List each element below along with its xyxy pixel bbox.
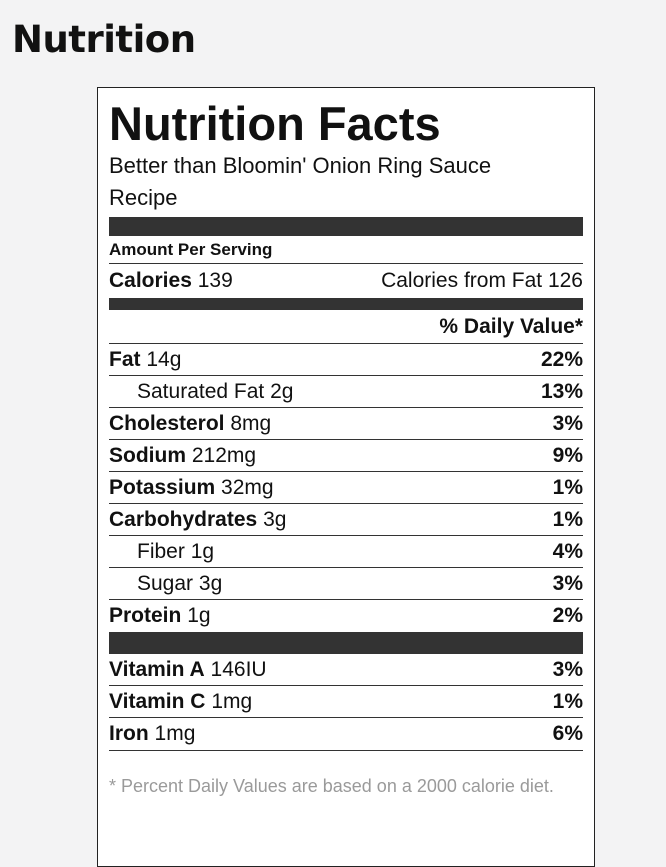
nutrient-name: Saturated Fat	[137, 379, 265, 403]
divider-thick	[109, 217, 583, 236]
nutrient-amount: 212mg	[191, 443, 257, 467]
vitamin-amount: 1mg	[211, 689, 253, 713]
nutrition-facts-body	[109, 88, 583, 802]
vitamin-amount: 1mg	[154, 722, 196, 745]
nutrient-amount: 3g	[198, 571, 223, 595]
vitamin-row-iron	[109, 718, 583, 750]
nutrient-row-potassium	[109, 472, 583, 504]
nutrient-name: Fat	[109, 347, 141, 371]
amount-per-serving-label: Amount Per Serving	[109, 240, 273, 259]
calories-value: 139	[197, 269, 233, 292]
nutrient-daily-value: 2%	[552, 604, 583, 627]
nutrient-name: Sodium	[109, 443, 186, 467]
nutrient-name: Cholesterol	[109, 411, 225, 435]
nutrient-row-sodium	[109, 440, 583, 472]
nutrient-row-fiber	[109, 536, 583, 568]
recipe-name	[109, 150, 583, 214]
vitamin-row-vitamin-a	[109, 654, 583, 686]
vitamin-daily-value: 3%	[552, 657, 583, 681]
nutrient-name: Sugar	[137, 571, 194, 595]
nutrient-amount: 32mg	[221, 475, 274, 499]
vitamin-daily-value: 6%	[552, 722, 583, 745]
nutrient-daily-value: 3%	[552, 411, 583, 435]
nutrition-facts-title: Nutrition Facts	[109, 97, 441, 150]
vitamin-daily-value: 1%	[552, 689, 583, 713]
nutrient-row-sugar	[109, 568, 583, 600]
nutrient-amount: 8mg	[230, 411, 272, 435]
nutrient-row-carbohydrates	[109, 504, 583, 536]
daily-value-footnote: * Percent Daily Values are based on a 2000 calorie diet.	[109, 776, 554, 796]
nutrient-name: Fiber	[137, 539, 185, 563]
nutrient-daily-value: 13%	[540, 379, 583, 403]
recipe-name-line-2: Recipe	[109, 185, 178, 210]
divider-vitamins	[109, 632, 583, 654]
nutrient-amount: 1g	[187, 604, 211, 627]
calories-from-fat: Calories from Fat 126	[381, 269, 583, 292]
nutrient-amount: 1g	[190, 539, 215, 563]
nutrient-row-protein	[109, 600, 583, 632]
nutrition-facts-label	[97, 87, 595, 867]
nutrient-daily-value: 9%	[552, 443, 583, 467]
nutrient-row-fat	[109, 344, 583, 376]
vitamin-name: Vitamin C	[109, 689, 206, 713]
calories-label: Calories	[109, 269, 192, 292]
nutrient-amount: 2g	[270, 379, 294, 403]
nutrient-amount: 14g	[146, 347, 182, 371]
vitamin-amount: 146IU	[210, 657, 267, 681]
nutrient-name: Protein	[109, 604, 182, 627]
nutrient-row-cholesterol	[109, 408, 583, 440]
nutrient-daily-value: 1%	[552, 507, 583, 531]
recipe-name-line-1: Better than Bloomin' Onion Ring Sauce	[109, 153, 492, 178]
daily-value-header-row	[109, 310, 583, 344]
nutrient-daily-value: 3%	[552, 571, 583, 595]
nutrient-daily-value: 22%	[540, 347, 583, 371]
section-heading: Nutrition	[12, 18, 196, 61]
daily-value-header: % Daily Value*	[439, 314, 583, 338]
nutrient-daily-value: 1%	[552, 475, 583, 499]
nutrient-amount: 3g	[263, 507, 287, 531]
vitamin-row-vitamin-c	[109, 686, 583, 718]
divider-medium	[109, 298, 583, 310]
calories-row	[109, 264, 583, 298]
nutrient-daily-value: 4%	[552, 539, 583, 563]
amount-per-serving-row	[109, 236, 583, 264]
nutrient-name: Potassium	[109, 475, 216, 499]
vitamin-name: Vitamin A	[109, 657, 205, 681]
nutrient-row-saturated-fat	[109, 376, 583, 408]
vitamin-name: Iron	[109, 722, 149, 745]
nutrient-name: Carbohydrates	[109, 507, 258, 531]
calories	[109, 269, 233, 293]
divider-thin	[109, 750, 583, 751]
